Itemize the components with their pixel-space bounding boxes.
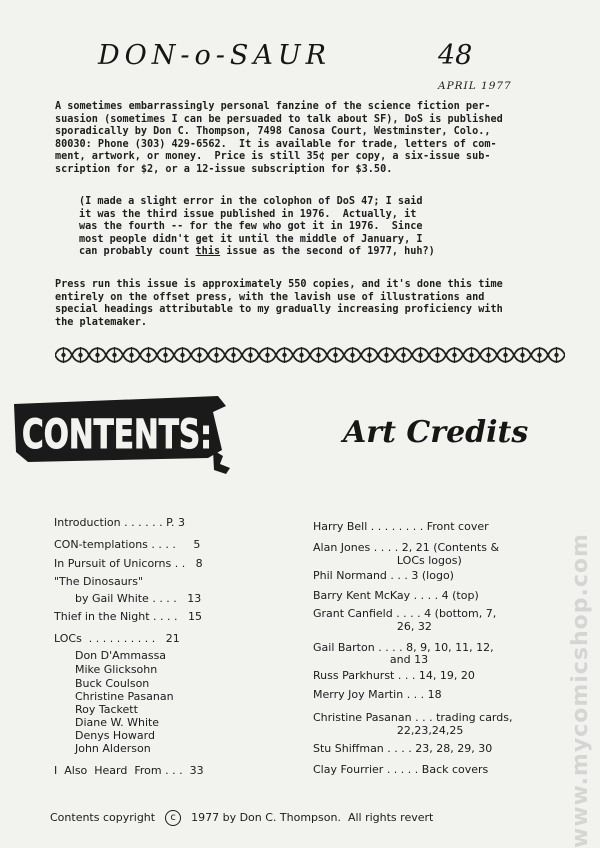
loc-author: Diane W. White: [54, 716, 160, 729]
loc-author: Christine Pasanan: [54, 690, 174, 703]
intro-paragraph: A sometimes embarrassingly personal fanzine of the science fiction per- suasion (sometimes I can be persuaded to talk about SF), DoS is published sporadically by Don C. Thompson, 7498 Canosa Court, Westminster, Colo., 80030: Phone (303) 429-6562. It is available for trade, letters of com- ment, artwork, or money. Price is still 35¢ per copy, a six-issue sub- scription for $2, or a 12-issue subscription for $3.50.: [55, 101, 503, 175]
press-run-paragraph: Press run this issue is approximately 550 copies, and it's done this time entirely on the offset press, with the lavish use of illustrations and special headings attributable to my gradually increasing proficiency with the platemaker.: [55, 279, 503, 328]
loc-author: Don D'Ammassa: [54, 649, 167, 662]
art-credit-entry: Harry Bell . . . . . . . . Front cover: [313, 520, 489, 533]
watermark: www.mycomicshop.com: [568, 533, 593, 848]
art-credit-entry: Russ Parkhurst . . . 14, 19, 20: [313, 669, 475, 682]
copyright-line: [50, 810, 433, 826]
colophon-correction-paragraph: [79, 196, 435, 259]
contents-entry: Thief in the Night . . . . 15: [54, 610, 202, 623]
copyright-symbol-icon: c: [165, 810, 181, 826]
contents-entry: LOCs . . . . . . . . . . 21: [54, 632, 180, 645]
art-credit-entry: Barry Kent McKay . . . . 4 (top): [313, 589, 479, 602]
underlined-word: this: [195, 246, 221, 258]
contents-entry: "The Dinosaurs": [54, 575, 143, 588]
loc-author: Denys Howard: [54, 729, 155, 742]
issue-date: APRIL 1977: [438, 80, 512, 92]
loc-author: Roy Tackett: [54, 703, 138, 716]
copyright-text: 1977 by Don C. Thompson. All rights revert: [191, 811, 434, 824]
loc-author: Mike Glicksohn: [54, 663, 158, 676]
correction-text-start: (I made a slight error in the colophon of DoS 47; I said it was the third issue published in 1976. Actually, it was the fourth -- for the few who got it in 1976. Since most people didn't get it until the middle of January, I can probably count: [79, 196, 423, 258]
decorative-border-band: [55, 344, 565, 366]
contents-entry: In Pursuit of Unicorns . . 8: [54, 557, 203, 570]
art-credit-entry: Christine Pasanan . . . trading cards,: [313, 711, 513, 724]
masthead-title: DON-o-SAUR: [98, 40, 331, 71]
contents-logo: [8, 390, 278, 478]
issue-number: 48: [438, 40, 473, 71]
art-credit-entry: Clay Fourrier . . . . . Back covers: [313, 763, 489, 776]
art-credit-continuation: LOCs logos): [313, 554, 462, 567]
copyright-label: Contents copyright: [50, 811, 156, 824]
loc-author: Buck Coulson: [54, 677, 150, 690]
contents-heading: CONTENTS:: [22, 412, 212, 458]
contents-entry: Introduction . . . . . . P. 3: [54, 516, 185, 529]
art-credit-entry: Merry Joy Martin . . . 18: [313, 688, 442, 701]
art-credit-continuation: 26, 32: [313, 620, 432, 633]
correction-text-end: issue as the second of 1977, huh?): [220, 246, 435, 258]
art-credit-continuation: and 13: [313, 653, 429, 666]
contents-entry: I Also Heard From . . . 33: [54, 764, 204, 777]
art-credits-heading: Art Credits: [343, 415, 529, 450]
art-credit-entry: Alan Jones . . . . 2, 21 (Contents &: [313, 541, 500, 554]
art-credit-entry: Phil Normand . . . 3 (logo): [313, 569, 454, 582]
loc-author: John Alderson: [54, 742, 151, 755]
contents-entry: by Gail White . . . . 13: [54, 592, 202, 605]
art-credit-entry: Stu Shiffman . . . . 23, 28, 29, 30: [313, 742, 493, 755]
art-credit-entry: Grant Canfield . . . . 4 (bottom, 7,: [313, 607, 497, 620]
contents-entry: CON-templations . . . . 5: [54, 538, 201, 551]
art-credit-entry: Gail Barton . . . . 8, 9, 10, 11, 12,: [313, 641, 494, 654]
art-credit-continuation: 22,23,24,25: [313, 724, 464, 737]
